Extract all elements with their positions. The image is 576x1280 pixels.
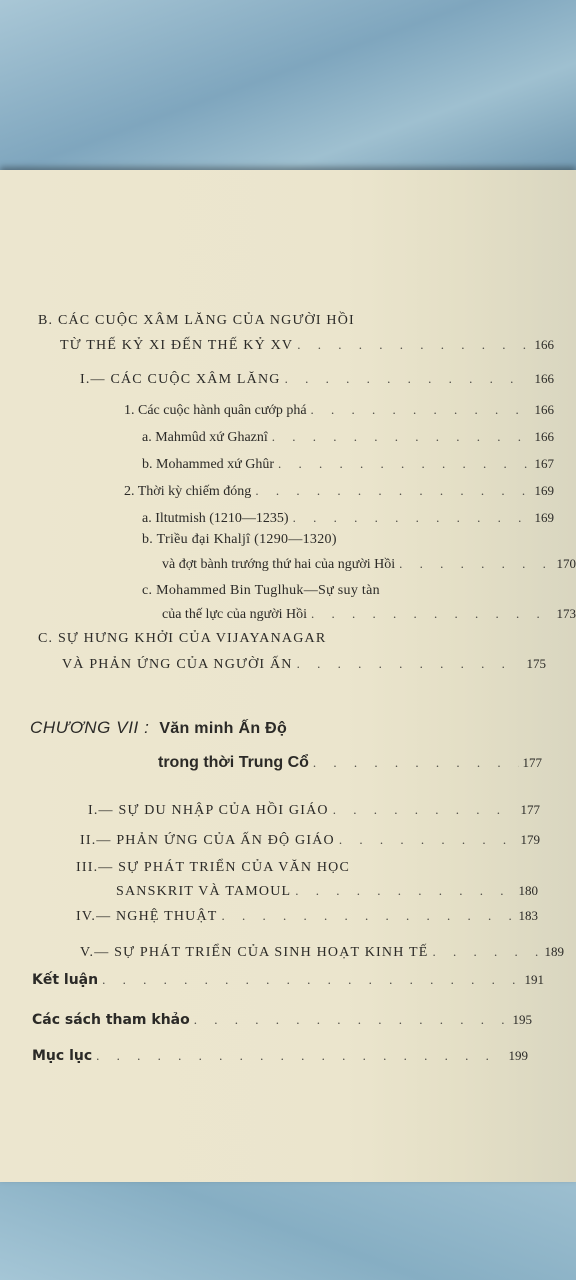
leader-dots: [295, 883, 514, 899]
toc-entry: [32, 1012, 532, 1028]
toc-entry-label: a. Iltutmish (1210—1235): [142, 511, 289, 526]
page-number: 179: [520, 832, 540, 847]
leader-dots: [311, 402, 531, 418]
toc-entry-label: 2. Thời kỳ chiếm đóng: [124, 484, 252, 499]
toc-entry-label: I.— SỰ DU NHẬP CỦA HỒI GIÁO: [88, 803, 329, 818]
toc-entry-label: I.— CÁC CUỘC XÂM LĂNG: [80, 372, 281, 387]
toc-entry: [124, 483, 554, 500]
page-number: 180: [518, 883, 538, 898]
toc-entry: [76, 908, 538, 925]
toc-entry-label: c. Mohammed Bin Tuglhuk—Sự suy tàn: [142, 583, 380, 598]
page-number: 166: [534, 371, 554, 386]
page-number: 195: [512, 1012, 532, 1027]
toc-entry: [142, 456, 554, 473]
book-page: [0, 170, 576, 1182]
toc-entry: [116, 883, 538, 900]
toc-entry-label: a. Mahmûd xứ Ghaznî: [142, 430, 268, 445]
leader-dots: [285, 371, 531, 387]
page-number: 166: [534, 402, 554, 417]
toc-entry: [80, 832, 540, 849]
page-number: 191: [524, 972, 544, 987]
leader-dots: [255, 483, 530, 499]
page-number: 177: [522, 755, 542, 770]
page-number: 167: [534, 456, 554, 471]
background-surface-top: [0, 0, 576, 180]
page-number: 177: [520, 802, 540, 817]
leader-dots: [339, 832, 517, 848]
chapter-label: CHƯƠNG VII :: [30, 718, 150, 737]
page-number: 199: [508, 1048, 528, 1063]
toc-entry-label: V.— SỰ PHÁT TRIỂN CỦA SINH HOẠT KINH TẾ: [80, 945, 429, 960]
section-b-title-line2: TỪ THẾ KỶ XI ĐẾN THẾ KỶ XV: [60, 338, 294, 353]
toc-entry: [62, 656, 546, 673]
toc-entry: [124, 402, 554, 419]
toc-entry: [32, 972, 544, 988]
leader-dots: [399, 556, 552, 572]
leader-dots: [96, 1048, 504, 1064]
leader-dots: [272, 429, 531, 445]
leader-dots: [313, 755, 519, 771]
toc-entry-label: b. Triều đại Khaljî (1290—1320): [142, 532, 337, 547]
leader-dots: [311, 606, 552, 622]
toc-entry: [142, 429, 554, 446]
toc-entry-label: b. Mohammed xứ Ghûr: [142, 457, 275, 472]
toc-entry-label: Mục lục: [32, 1048, 93, 1064]
chapter-heading: [30, 718, 287, 738]
toc-entry: [80, 371, 554, 388]
toc-entry-label: III.— SỰ PHÁT TRIỂN CỦA VĂN HỌC: [76, 860, 351, 875]
leader-dots: [194, 1012, 509, 1028]
page-number: 175: [526, 656, 546, 671]
page-number: 169: [534, 483, 554, 498]
leader-dots: [278, 456, 530, 472]
leader-dots: [432, 944, 540, 960]
page-number: 170: [556, 556, 576, 571]
toc-entry: [162, 606, 576, 623]
leader-dots: [293, 510, 531, 526]
background-surface-bottom: [0, 1180, 576, 1280]
page-number: 189: [544, 944, 564, 959]
page-number: 169: [534, 510, 554, 525]
toc-entry-label: II.— PHẢN ỨNG CỦA ẤN ĐỘ GIÁO: [80, 833, 335, 848]
toc-entry-label: IV.— NGHỆ THUẬT: [76, 909, 218, 924]
leader-dots: [297, 656, 523, 672]
toc-entry: [158, 754, 542, 772]
toc-entry-label-cont: SANSKRIT VÀ TAMOUL: [116, 884, 292, 899]
page-number: 166: [534, 337, 554, 352]
page-number: 173: [556, 606, 576, 621]
section-b-title-line1: B. CÁC CUỘC XÂM LĂNG CỦA NGƯỜI HỒI: [38, 313, 355, 328]
leader-dots: [297, 337, 530, 353]
toc-entry: [88, 802, 540, 819]
page-number: 166: [534, 429, 554, 444]
toc-entry-label: 1. Các cuộc hành quân cướp phá: [124, 403, 307, 418]
toc-entry-label-cont: và đợt bành trướng thứ hai của người Hồi: [162, 557, 396, 572]
toc-entry-label: Các sách tham khảo: [32, 1012, 190, 1028]
toc-entry: [80, 944, 564, 961]
toc-entry: [162, 556, 576, 573]
leader-dots: [102, 972, 520, 988]
toc-entry-label: Kết luận: [32, 972, 99, 988]
page-number: 183: [518, 908, 538, 923]
section-c-title-line1: C. SỰ HƯNG KHỞI CỦA VIJAYANAGAR: [38, 631, 327, 646]
toc-entry: [142, 510, 554, 527]
leader-dots: [333, 802, 517, 818]
leader-dots: [222, 908, 515, 924]
chapter-title-line1: Văn minh Ấn Độ: [159, 720, 288, 737]
chapter-title-line2: trong thời Trung Cổ: [158, 754, 309, 771]
toc-entry: [32, 1048, 528, 1064]
section-c-title-line2: VÀ PHẢN ỨNG CỦA NGƯỜI ẤN: [62, 657, 293, 672]
section-b-entry: [60, 337, 554, 354]
toc-entry-label-cont: của thế lực của người Hồi: [162, 607, 308, 622]
